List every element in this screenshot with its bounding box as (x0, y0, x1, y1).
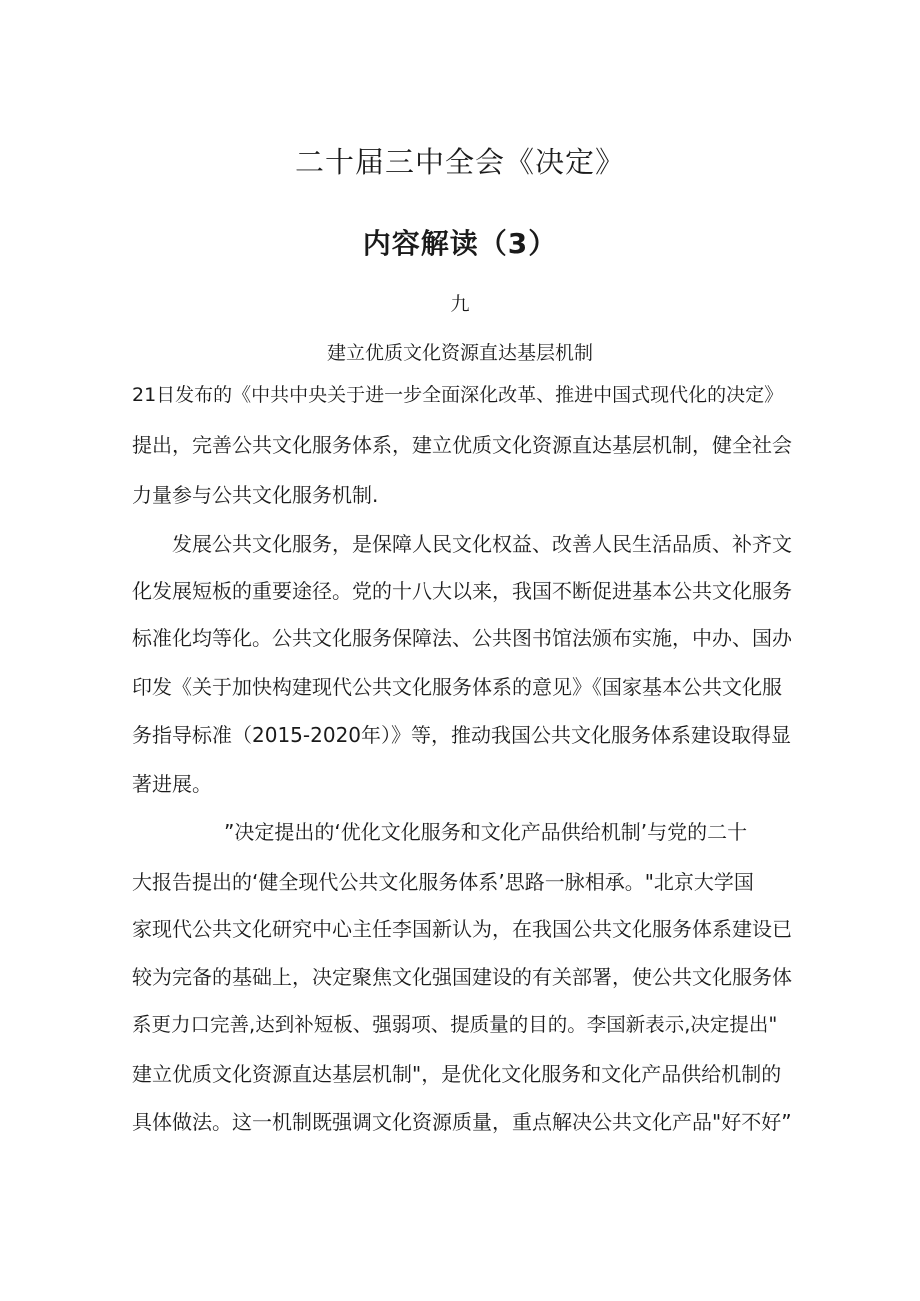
paragraph-line: 家现代公共文化研究中心主任李国新认为，在我国公共文化服务体系建设已 (132, 917, 792, 941)
section-number: 九 (450, 293, 470, 315)
paragraph-line: 化发展短板的重要途径。党的十八大以来，我国不断促进基本公共文化服务 (132, 579, 792, 603)
paragraph-line: 具体做法。这一机制既强调文化资源质量，重点解决公共文化产品"好不好” (132, 1110, 792, 1134)
paragraph-line: 21日发布的《中共中央关于进一步全面深化改革、推进中国式现代化的决定》 (132, 384, 784, 406)
document-subtitle: 内容解读（3） (362, 227, 558, 260)
paragraph-line: 力量参与公共文化服务机制. (132, 483, 379, 507)
paragraph-line: 标准化均等化。公共文化服务保障法、公共图书馆法颁布实施，中办、国办 (132, 626, 792, 650)
paragraph-line: 发展公共文化服务，是保障人民文化权益、改善人民生活品质、补齐文 (172, 532, 792, 556)
paragraph-line: 务指导标准（2015-2020年）》等，推动我国公共文化服务体系建设取得显 (132, 723, 792, 747)
section-title: 建立优质文化资源直达基层机制 (326, 342, 593, 364)
paragraph-line: 大报告提出的‘健全现代公共文化服务体系’思路一脉相承。"北京大学国 (132, 870, 754, 894)
paragraph-line: 系更力口完善,达到补短板、强弱项、提质量的目的。李国新表示,决定提出" (132, 1013, 778, 1036)
paragraph-line: ”决定提出的‘优化文化服务和文化产品供给机制’与党的二十 (224, 820, 748, 844)
paragraph-line: 建立优质文化资源直达基层机制"，是优化文化服务和文化产品供给机制的 (132, 1062, 782, 1086)
paragraph-line: 较为完备的基础上，决定聚焦文化强国建设的有关部署，使公共文化服务体 (132, 965, 792, 989)
document-title: 二十届三中全会《决定》 (294, 145, 625, 179)
paragraph-line: 印发《关于加快构建现代公共文化服务体系的意见》《国家基本公共文化服 (132, 675, 782, 699)
paragraph-line: 提出，完善公共文化服务体系，建立优质文化资源直达基层机制，健全社会 (132, 433, 792, 457)
paragraph-line: 著进展。 (132, 772, 212, 796)
